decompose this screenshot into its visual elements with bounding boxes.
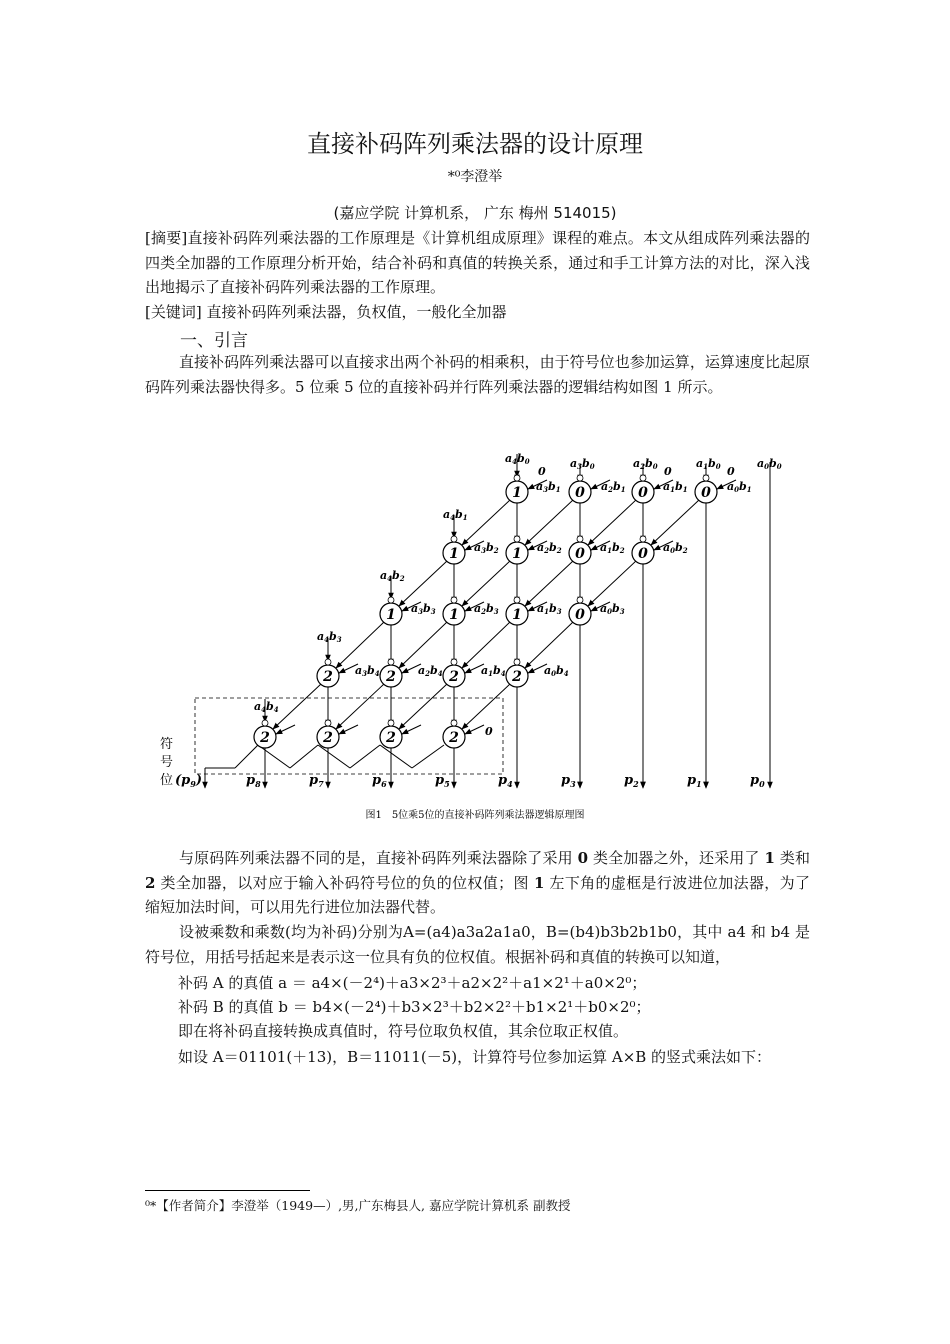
carry-wire — [399, 622, 447, 668]
full-adder-cell — [317, 659, 339, 687]
input-label: a1b2 — [600, 541, 625, 555]
input-label: a2b2 — [537, 541, 562, 555]
full-adder-cell — [380, 659, 402, 687]
full-adder-cell — [632, 536, 654, 564]
full-adder-cell — [632, 475, 654, 503]
text-line-c: 即在将补码直接转换成真值时，符号位取负权值，其余位取正权值。 — [178, 1022, 629, 1040]
full-adder-cell — [569, 597, 591, 625]
output-label: $p_0$ — [750, 773, 765, 789]
abstract: [摘要]直接补码阵列乘法器的工作原理是《计算机组成原理》课程的难点。本文从组成阵列乘法器的四类全加器的工作原理分析开始，结合补码和真值的转换关系，通过和手工计算方法的对比，深入浅出地揭示了直接补码阵列乘法器的工作原理。 — [145, 229, 810, 297]
carry-wire — [336, 684, 384, 729]
input-label: a4b0 — [505, 452, 530, 466]
carry-chain — [412, 745, 444, 768]
output-label: $p_4$ — [498, 773, 513, 789]
keywords: [关键词] 直接补码阵列乘法器，负权值，一般化全加器 — [145, 303, 507, 321]
input-label: a1b0 — [696, 457, 721, 471]
full-adder-cell — [443, 536, 465, 564]
full-adder-cell — [317, 720, 339, 748]
footnote-rule — [145, 1190, 310, 1191]
formula-a: 补码 A 的真值 a ＝ a4×(－2⁴)＋a3×2³＋a2×2²＋a1×2¹＋a0×2⁰； — [178, 974, 647, 992]
carry-chain — [290, 745, 318, 768]
cell-type-label: 0 — [575, 546, 585, 562]
sign-label-1: 符 — [160, 737, 174, 752]
output-label: $p_5$ — [435, 773, 450, 789]
carry-chain — [318, 745, 350, 768]
full-adder-cell — [506, 475, 528, 503]
output-label: $(p_9)$ — [175, 773, 202, 789]
cell-type-label: 0 — [638, 546, 648, 562]
input-label: a0b4 — [544, 664, 569, 678]
output-label: $p_1$ — [687, 773, 702, 789]
carry-chain — [380, 745, 412, 768]
input-label: a1b1 — [663, 480, 688, 494]
p2-text: 与原码阵列乘法器不同的是，直接补码阵列乘法器除了采用 — [179, 849, 578, 867]
carry-wire — [651, 500, 699, 545]
carry-wire — [462, 622, 510, 668]
p2-text: 左下角的虚框是行波进位加法器，为了缩短加法时间，可以用先行进位加法器代替。 — [145, 873, 810, 917]
input-label: 0 — [485, 725, 493, 738]
carry-wire — [525, 561, 573, 606]
input-label: a4b4 — [254, 700, 279, 714]
p2-text: 类全加器，以对应于输入补码符号位的负的位权值；图 — [155, 873, 534, 892]
input-label: a3b2 — [474, 541, 499, 555]
full-adder-cell — [443, 720, 465, 748]
paragraph-2 — [145, 846, 810, 920]
affiliation: (嘉应学院 计算机系， 广东 梅州 514015) — [333, 204, 617, 222]
full-adder-cell — [569, 475, 591, 503]
full-adder-cell — [506, 659, 528, 687]
p2-bold: 0 — [577, 849, 589, 867]
paragraph-3: 设被乘数和乘数(均为补码)分别为A=(a4)a3a2a1a0，B=(b4)b3b2b1b0，其中 a4 和 b4 是符号位，用括号括起来是表示这一位具有负的位权值。根据补码和真值的转换可以知道， — [145, 923, 810, 966]
input-label: a0b3 — [600, 602, 625, 616]
carry-wire — [273, 684, 321, 729]
carry-chain — [235, 745, 258, 768]
cell-type-label: 2 — [449, 669, 459, 685]
input-wire — [339, 725, 358, 734]
input-label: a3b1 — [536, 480, 561, 494]
cell-type-label: 1 — [449, 546, 459, 562]
input-label: a3b0 — [570, 457, 595, 471]
carry-chain — [350, 745, 380, 768]
full-adder-cell — [443, 597, 465, 625]
cell-type-label: 1 — [512, 546, 522, 562]
figure-1-diagram — [140, 440, 820, 825]
sign-label-2: 号 — [160, 755, 174, 770]
p2-bold: 2 — [145, 873, 156, 892]
input-label: a4b1 — [443, 508, 468, 522]
input-label: a4b2 — [380, 569, 405, 583]
input-label: a3b4 — [355, 664, 380, 678]
full-adder-cell — [506, 536, 528, 564]
full-adder-cell — [254, 720, 276, 748]
full-adder-cell — [380, 597, 402, 625]
carry-wire — [462, 500, 510, 545]
input-label: a1b3 — [537, 602, 562, 616]
output-label: $p_2$ — [624, 773, 639, 789]
input-label: a0b0 — [757, 457, 782, 471]
cell-type-label: 2 — [386, 730, 396, 746]
input-label: 0 — [538, 465, 546, 478]
input-label: a2b4 — [418, 664, 443, 678]
sign-label-3: 位 — [160, 773, 174, 788]
input-label: a4b3 — [317, 630, 342, 644]
carry-wire — [336, 622, 384, 668]
cell-type-label: 2 — [449, 730, 459, 746]
sign-bit-label — [160, 737, 173, 788]
full-adder-cell — [380, 720, 402, 748]
cell-type-label: 2 — [323, 669, 333, 685]
output-label: $p_7$ — [309, 773, 324, 789]
input-label: a2b0 — [633, 457, 658, 471]
carry-wire — [525, 622, 573, 668]
cell-type-label: 0 — [575, 607, 585, 623]
formula-b: 补码 B 的真值 b ＝ b4×(－2⁴)＋b3×2³＋b2×2²＋b1×2¹＋b0×2⁰； — [178, 998, 651, 1016]
cell-type-label: 1 — [512, 485, 522, 501]
cell-type-label: 2 — [512, 669, 522, 685]
input-wire — [465, 725, 484, 734]
carry-wire — [588, 561, 636, 606]
cell-type-label: 0 — [638, 485, 648, 501]
figure-caption: 图1 5位乘5位的直接补码阵列乘法器逻辑原理图 — [365, 810, 585, 821]
cell-type-label: 0 — [701, 485, 711, 501]
output-label: $p_3$ — [561, 773, 576, 789]
input-label: a0b2 — [663, 541, 688, 555]
full-adder-cell — [506, 597, 528, 625]
cell-type-label: 1 — [512, 607, 522, 623]
full-adder-cell — [569, 536, 591, 564]
section-heading: 一、引言 — [180, 331, 248, 351]
intro-paragraph: 直接补码阵列乘法器可以直接求出两个补码的相乘积，由于符号位也参加运算，运算速度比起原码阵列乘法器快得多。5 位乘 5 位的直接补码并行阵列乘法器的逻辑结构如图 1 所示。 — [145, 353, 810, 396]
footnote: ⁰*【作者简介】李澄举（1949—）,男,广东梅县人, 嘉应学院计算机系 副教授 — [145, 1198, 571, 1213]
input-label: a2b1 — [601, 480, 626, 494]
input-label: a0b1 — [727, 480, 752, 494]
carry-wire — [525, 500, 573, 545]
cell-type-label: 1 — [449, 607, 459, 623]
carry-wire — [399, 561, 447, 606]
output-label: $p_8$ — [246, 773, 261, 789]
paper-title: 直接补码阵列乘法器的设计原理 — [307, 130, 643, 158]
cell-type-label: 2 — [323, 730, 333, 746]
p2-bold: 1 — [764, 849, 775, 867]
carry-wire — [399, 684, 447, 729]
input-wire — [402, 725, 421, 734]
input-label: a2b3 — [474, 602, 499, 616]
text-line-d: 如设 A＝01101(＋13)，B＝11011(－5)，计算符号位参加运算 A×B 的竖式乘法如下： — [178, 1048, 772, 1066]
input-label: a3b3 — [411, 602, 436, 616]
cell-type-label: 2 — [386, 669, 396, 685]
full-adder-cell — [443, 659, 465, 687]
input-label: 0 — [664, 465, 672, 478]
full-adder-cell — [695, 475, 717, 503]
p2-text: 类和 — [774, 849, 810, 867]
cell-type-label: 1 — [386, 607, 396, 623]
carry-wire — [462, 561, 510, 606]
p2-bold: 1 — [533, 873, 545, 892]
input-wire — [276, 725, 295, 734]
carry-wire — [588, 500, 636, 545]
author: *⁰李澄举 — [447, 169, 503, 185]
output-label: $p_6$ — [372, 773, 387, 789]
cell-type-label: 2 — [260, 730, 270, 746]
input-label: a1b4 — [481, 664, 506, 678]
cell-type-label: 0 — [575, 485, 585, 501]
p2-text: 类全加器之外，还采用了 — [588, 849, 765, 867]
input-label: 0 — [727, 465, 735, 478]
carry-chain — [258, 745, 290, 768]
